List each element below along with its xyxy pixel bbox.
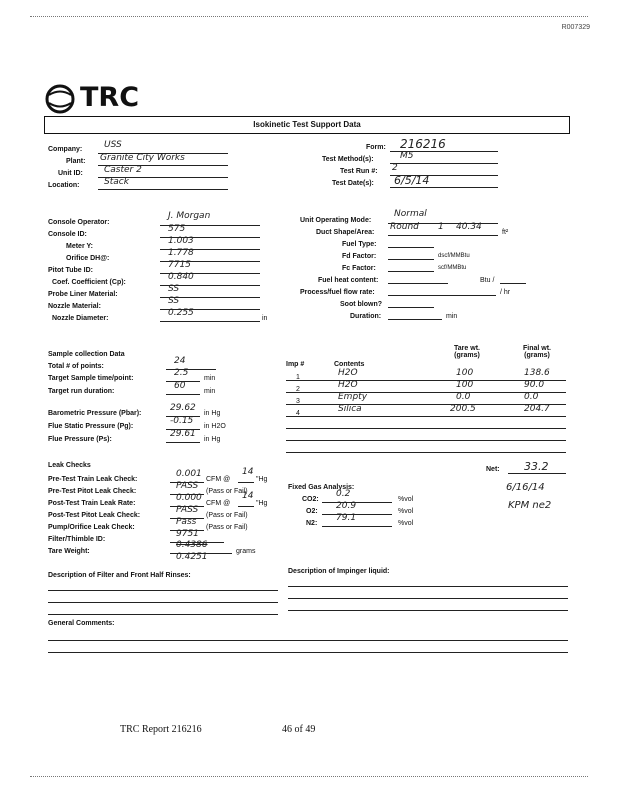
- pitot-label: Pitot Tube ID:: [48, 267, 93, 274]
- method-value: M5: [400, 151, 414, 161]
- duct-label: Duct Shape/Area:: [316, 229, 375, 236]
- imp-row-2-num: 2: [296, 386, 300, 393]
- imp-row-1-final: 138.6: [524, 368, 550, 378]
- heat-unit: Btu /: [480, 277, 495, 284]
- date-label: Test Date(s):: [332, 180, 374, 187]
- doc-id: R007329: [561, 24, 590, 31]
- post-pitot-label: Post-Test Pitot Leak Check:: [48, 512, 141, 519]
- imp-row-4-num: 4: [296, 410, 300, 417]
- imp-row-4-line: [286, 416, 566, 417]
- duct-value-3: 40.34: [456, 222, 482, 232]
- pre-pitot-value: PASS: [176, 481, 199, 491]
- sample-section-label: Sample collection Data: [48, 351, 125, 358]
- heat-line: [388, 283, 448, 284]
- heat-label: Fuel heat content:: [318, 277, 379, 284]
- duct-unit: ft²: [502, 229, 509, 236]
- filter-rinse-line-2: [48, 602, 278, 603]
- pre-pitot-note: (Pass or Fail): [206, 488, 248, 495]
- soot-label: Soot blown?: [340, 301, 382, 308]
- logo-globe-icon: [44, 84, 78, 114]
- comments-line-2: [48, 652, 568, 653]
- unit-value: Caster 2: [104, 165, 142, 175]
- impinger-desc-line-1: [288, 586, 568, 587]
- imp-row-6-line: [286, 440, 566, 441]
- nozzle-dia-unit: in: [262, 315, 268, 322]
- n2-unit: %vol: [398, 520, 414, 527]
- date-value: 6/5/14: [394, 174, 430, 187]
- form-value: 216216: [400, 137, 446, 151]
- post-train-vac-line: [238, 506, 254, 507]
- static-value: -0.15: [170, 416, 194, 426]
- imp-row-3-num: 3: [296, 398, 300, 405]
- post-pitot-value: PASS: [176, 505, 199, 515]
- pre-train-unit: CFM @: [206, 476, 231, 483]
- post-train-vac: 14: [242, 491, 254, 501]
- coef-label: Coef. Coefficient (Cp):: [52, 279, 126, 286]
- nozzle-mat-value: SS: [168, 296, 180, 306]
- tare-line: [170, 553, 232, 554]
- duct-line: [388, 235, 498, 236]
- method-line: [390, 163, 498, 164]
- imp-row-2-final: 90.0: [524, 380, 545, 390]
- post-train-value: 0.000: [176, 493, 202, 503]
- flue-label: Flue Pressure (Ps):: [48, 436, 112, 443]
- heat-unit-line: [500, 283, 526, 284]
- run-label: Test Run #:: [340, 168, 378, 175]
- pre-pitot-label: Pre-Test Pitot Leak Check:: [48, 488, 137, 495]
- imp-row-3-tare: 0.0: [456, 392, 471, 402]
- imp-row-1-tare: 100: [456, 368, 474, 378]
- trc-logo: [44, 82, 164, 114]
- n2-value: 79.1: [336, 513, 357, 523]
- baro-unit: in Hg: [204, 410, 221, 417]
- co2-value: 0.2: [336, 489, 351, 499]
- fd-label: Fd Factor:: [342, 253, 377, 260]
- orifice-value: 1.778: [168, 248, 194, 258]
- n2-line: [322, 526, 392, 527]
- duration-label: Duration:: [350, 313, 382, 320]
- brand-name: TRC: [80, 82, 140, 113]
- pre-train-unit2: "Hg: [256, 476, 268, 483]
- probe-value: SS: [168, 284, 180, 294]
- imp-row-2-tare: 100: [456, 380, 474, 390]
- imp-row-1-num: 1: [296, 374, 300, 381]
- flue-unit: in Hg: [204, 436, 221, 443]
- tare-value-2: 0.4251: [176, 552, 208, 562]
- scan-edge-bottom: [30, 776, 588, 777]
- date-line: [390, 187, 498, 188]
- orsat-note: (Pass or Fail): [206, 524, 248, 531]
- leak-section-label: Leak Checks: [48, 462, 91, 469]
- duration-target-unit: min: [204, 388, 216, 395]
- company-label: Company:: [48, 146, 83, 153]
- operator-label: Console Operator:: [48, 219, 110, 226]
- imp-header-num: Imp #: [286, 361, 305, 368]
- co2-line: [322, 502, 392, 503]
- duration-target-line: [166, 394, 200, 395]
- pitot-value: 7715: [168, 260, 191, 270]
- pre-train-vac: 14: [242, 467, 254, 477]
- duration-unit: min: [446, 313, 458, 320]
- flow-label: Process/fuel flow rate:: [300, 289, 375, 296]
- n2-label: N2:: [306, 520, 318, 527]
- soot-line: [388, 307, 434, 308]
- meter-y-label: Meter Y:: [66, 243, 93, 250]
- imp-row-4-contents: Silica: [338, 404, 362, 414]
- o2-value: 20.9: [336, 501, 357, 511]
- console-value: 575: [168, 224, 186, 234]
- post-train-unit2: "Hg: [256, 500, 268, 507]
- post-train-unit: CFM @: [206, 500, 231, 507]
- filter-rinse-label: Description of Filter and Front Half Rinses:: [48, 572, 191, 579]
- duration-target-value: 60: [174, 381, 186, 391]
- orsat-value: Pass: [176, 517, 197, 527]
- points-value: 24: [174, 356, 186, 366]
- imp-row-7-line: [286, 452, 566, 453]
- flow-unit: / hr: [500, 289, 511, 296]
- imp-row-5-line: [286, 428, 566, 429]
- static-label: Flue Static Pressure (Pg):: [48, 423, 134, 430]
- imp-row-2-contents: H2O: [338, 380, 358, 390]
- meter-y-value: 1.003: [168, 236, 194, 246]
- tare-unit: grams: [236, 548, 256, 555]
- run-value: 2: [392, 163, 398, 173]
- nozzle-dia-line: [160, 321, 260, 322]
- orifice-label: Orifice DH@:: [66, 255, 110, 262]
- co2-unit: %vol: [398, 496, 414, 503]
- page-label: 46 of 49: [282, 724, 316, 735]
- nozzle-mat-label: Nozzle Material:: [48, 303, 101, 310]
- post-train-label: Post-Test Train Leak Rate:: [48, 500, 136, 507]
- imp-row-1-contents: H2O: [338, 368, 358, 378]
- flue-value: 29.61: [170, 429, 196, 439]
- imp-row-4-final: 204.7: [524, 404, 550, 414]
- handwritten-note-2: KPM ne2: [508, 500, 552, 511]
- time-unit: min: [204, 375, 216, 382]
- pre-train-value: 0.001: [176, 469, 202, 479]
- tare-label: Tare Weight:: [48, 548, 90, 555]
- plant-value: Granite City Works: [100, 153, 185, 163]
- probe-label: Probe Liner Material:: [48, 291, 118, 298]
- points-label: Total # of points:: [48, 363, 104, 370]
- imp-header-tare: Tare wt. (grams): [454, 345, 480, 359]
- net-label: Net:: [486, 466, 500, 473]
- form-label: Form:: [366, 144, 386, 151]
- filter-label: Filter/Thimble ID:: [48, 536, 106, 543]
- net-line: [508, 473, 566, 474]
- comments-label: General Comments:: [48, 620, 115, 627]
- static-unit: in H2O: [204, 423, 226, 430]
- nozzle-dia-label: Nozzle Diameter:: [52, 315, 109, 322]
- time-label: Target Sample time/point:: [48, 375, 134, 382]
- o2-line: [322, 514, 392, 515]
- company-value: USS: [104, 140, 122, 150]
- o2-label: O2:: [306, 508, 318, 515]
- imp-header-final: Final wt. (grams): [523, 345, 551, 359]
- fuel-line: [388, 247, 434, 248]
- location-line: [98, 189, 228, 190]
- baro-value: 29.62: [170, 403, 196, 413]
- co2-label: CO2:: [302, 496, 319, 503]
- baro-label: Barometric Pressure (Pbar):: [48, 410, 142, 417]
- fd-line: [388, 259, 434, 260]
- console-label: Console ID:: [48, 231, 87, 238]
- mode-value: Normal: [394, 209, 427, 219]
- impinger-desc-line-2: [288, 598, 568, 599]
- mode-label: Unit Operating Mode:: [300, 217, 372, 224]
- location-value: Stack: [104, 177, 129, 187]
- time-value: 2.5: [174, 368, 189, 378]
- nozzle-dia-value: 0.255: [168, 308, 194, 318]
- impinger-desc-label: Description of Impinger liquid:: [288, 568, 390, 575]
- imp-row-3-final: 0.0: [524, 392, 539, 402]
- orsat-label: Pump/Orifice Leak Check:: [48, 524, 135, 531]
- duration-target-label: Target run duration:: [48, 388, 115, 395]
- coef-value: 0.840: [168, 272, 194, 282]
- scan-edge-top: [30, 16, 588, 17]
- duct-value: Round: [390, 222, 419, 232]
- filter-rinse-line-1: [48, 590, 278, 591]
- o2-unit: %vol: [398, 508, 414, 515]
- impinger-desc-line-3: [288, 610, 568, 611]
- method-label: Test Method(s):: [322, 156, 374, 163]
- fd-unit: dscf/MMBtu: [438, 253, 470, 259]
- filter-value: 9751: [176, 529, 199, 539]
- filter-rinse-line-3: [48, 614, 278, 615]
- fuel-label: Fuel Type:: [342, 241, 377, 248]
- fc-line: [388, 271, 434, 272]
- plant-label: Plant:: [66, 158, 86, 165]
- report-label: TRC Report 216216: [120, 724, 202, 735]
- comments-line-1: [48, 640, 568, 641]
- form-title: Isokinetic Test Support Data: [44, 116, 570, 134]
- imp-row-3-contents: Empty: [338, 392, 368, 402]
- operator-value: J. Morgan: [168, 211, 211, 221]
- tare-value: 0.4386: [176, 540, 208, 550]
- duration-line: [388, 319, 442, 320]
- location-label: Location:: [48, 182, 80, 189]
- handwritten-note-1: 6/16/14: [506, 482, 545, 493]
- imp-header-contents: Contents: [334, 361, 365, 368]
- fc-unit: scf/MMBtu: [438, 265, 467, 271]
- fixed-gas-label: Fixed Gas Analysis:: [288, 484, 355, 491]
- fc-label: Fc Factor:: [342, 265, 376, 272]
- post-pitot-note: (Pass or Fail): [206, 512, 248, 519]
- duct-value-2: 1: [438, 222, 444, 232]
- flow-line: [388, 295, 496, 296]
- unit-label: Unit ID:: [58, 170, 83, 177]
- pre-train-vac-line: [238, 482, 254, 483]
- flue-line: [166, 442, 200, 443]
- net-value: 33.2: [524, 460, 549, 473]
- pre-train-label: Pre-Test Train Leak Check:: [48, 476, 138, 483]
- imp-row-4-tare: 200.5: [450, 404, 476, 414]
